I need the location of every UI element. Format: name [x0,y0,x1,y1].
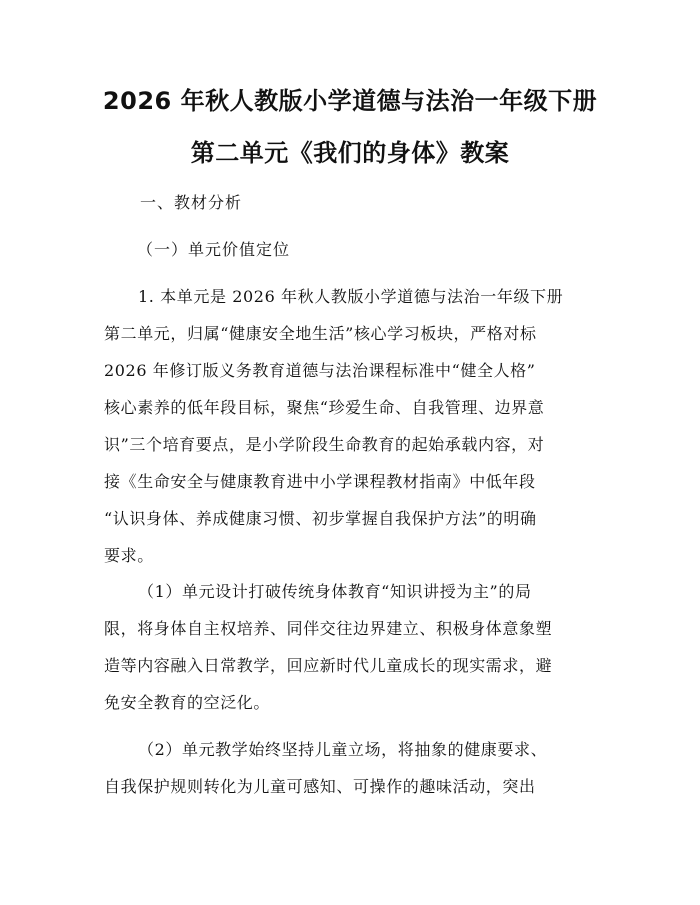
section-heading: 一、教材分析 [140,193,243,212]
paragraph-line: 造等内容融入日常教学，回应新时代儿童成长的现实需求，避 [104,656,553,675]
paragraph-line: “认识身体、养成健康习惯、初步掌握自我保护方法”的明确 [104,509,537,528]
paragraph-line: 1. 本单元是 2026 年秋人教版小学道德与法治一年级下册 [138,287,564,306]
subsection-heading: （一）单元价值定位 [137,240,291,259]
paragraph-line: 限，将身体自主权培养、同伴交往边界建立、积极身体意象塑 [104,619,553,638]
document-title-line-1: 2026 年秋人教版小学道德与法治一年级下册 [102,87,598,115]
paragraph-line: 要求。 [104,546,154,565]
paragraph-line: 自我保护规则转化为儿童可感知、可操作的趣味活动，突出 [104,777,536,796]
paragraph-line: 接《生命安全与健康教育进中小学课程教材指南》中低年段 [104,472,536,491]
paragraph-line: 核心素养的低年段目标，聚焦“珍爱生命、自我管理、边界意 [104,398,545,417]
document-title-line-2: 第二单元《我们的身体》教案 [190,139,510,167]
paragraph-line: 第二单元，归属“健康安全地生活”核心学习板块，严格对标 [104,324,537,343]
paragraph-line: （1）单元设计打破传统身体教育“知识讲授为主”的局 [138,582,532,601]
paragraph-line: 免安全教育的空泛化。 [104,693,271,712]
paragraph-line: 识”三个培育要点，是小学阶段生命教育的起始承载内容，对 [104,435,545,454]
paragraph-line: （2）单元教学始终坚持儿童立场，将抽象的健康要求、 [138,740,548,759]
paragraph-line: 2026 年修订版义务教育道德与法治课程标准中“健全人格” [104,361,536,380]
